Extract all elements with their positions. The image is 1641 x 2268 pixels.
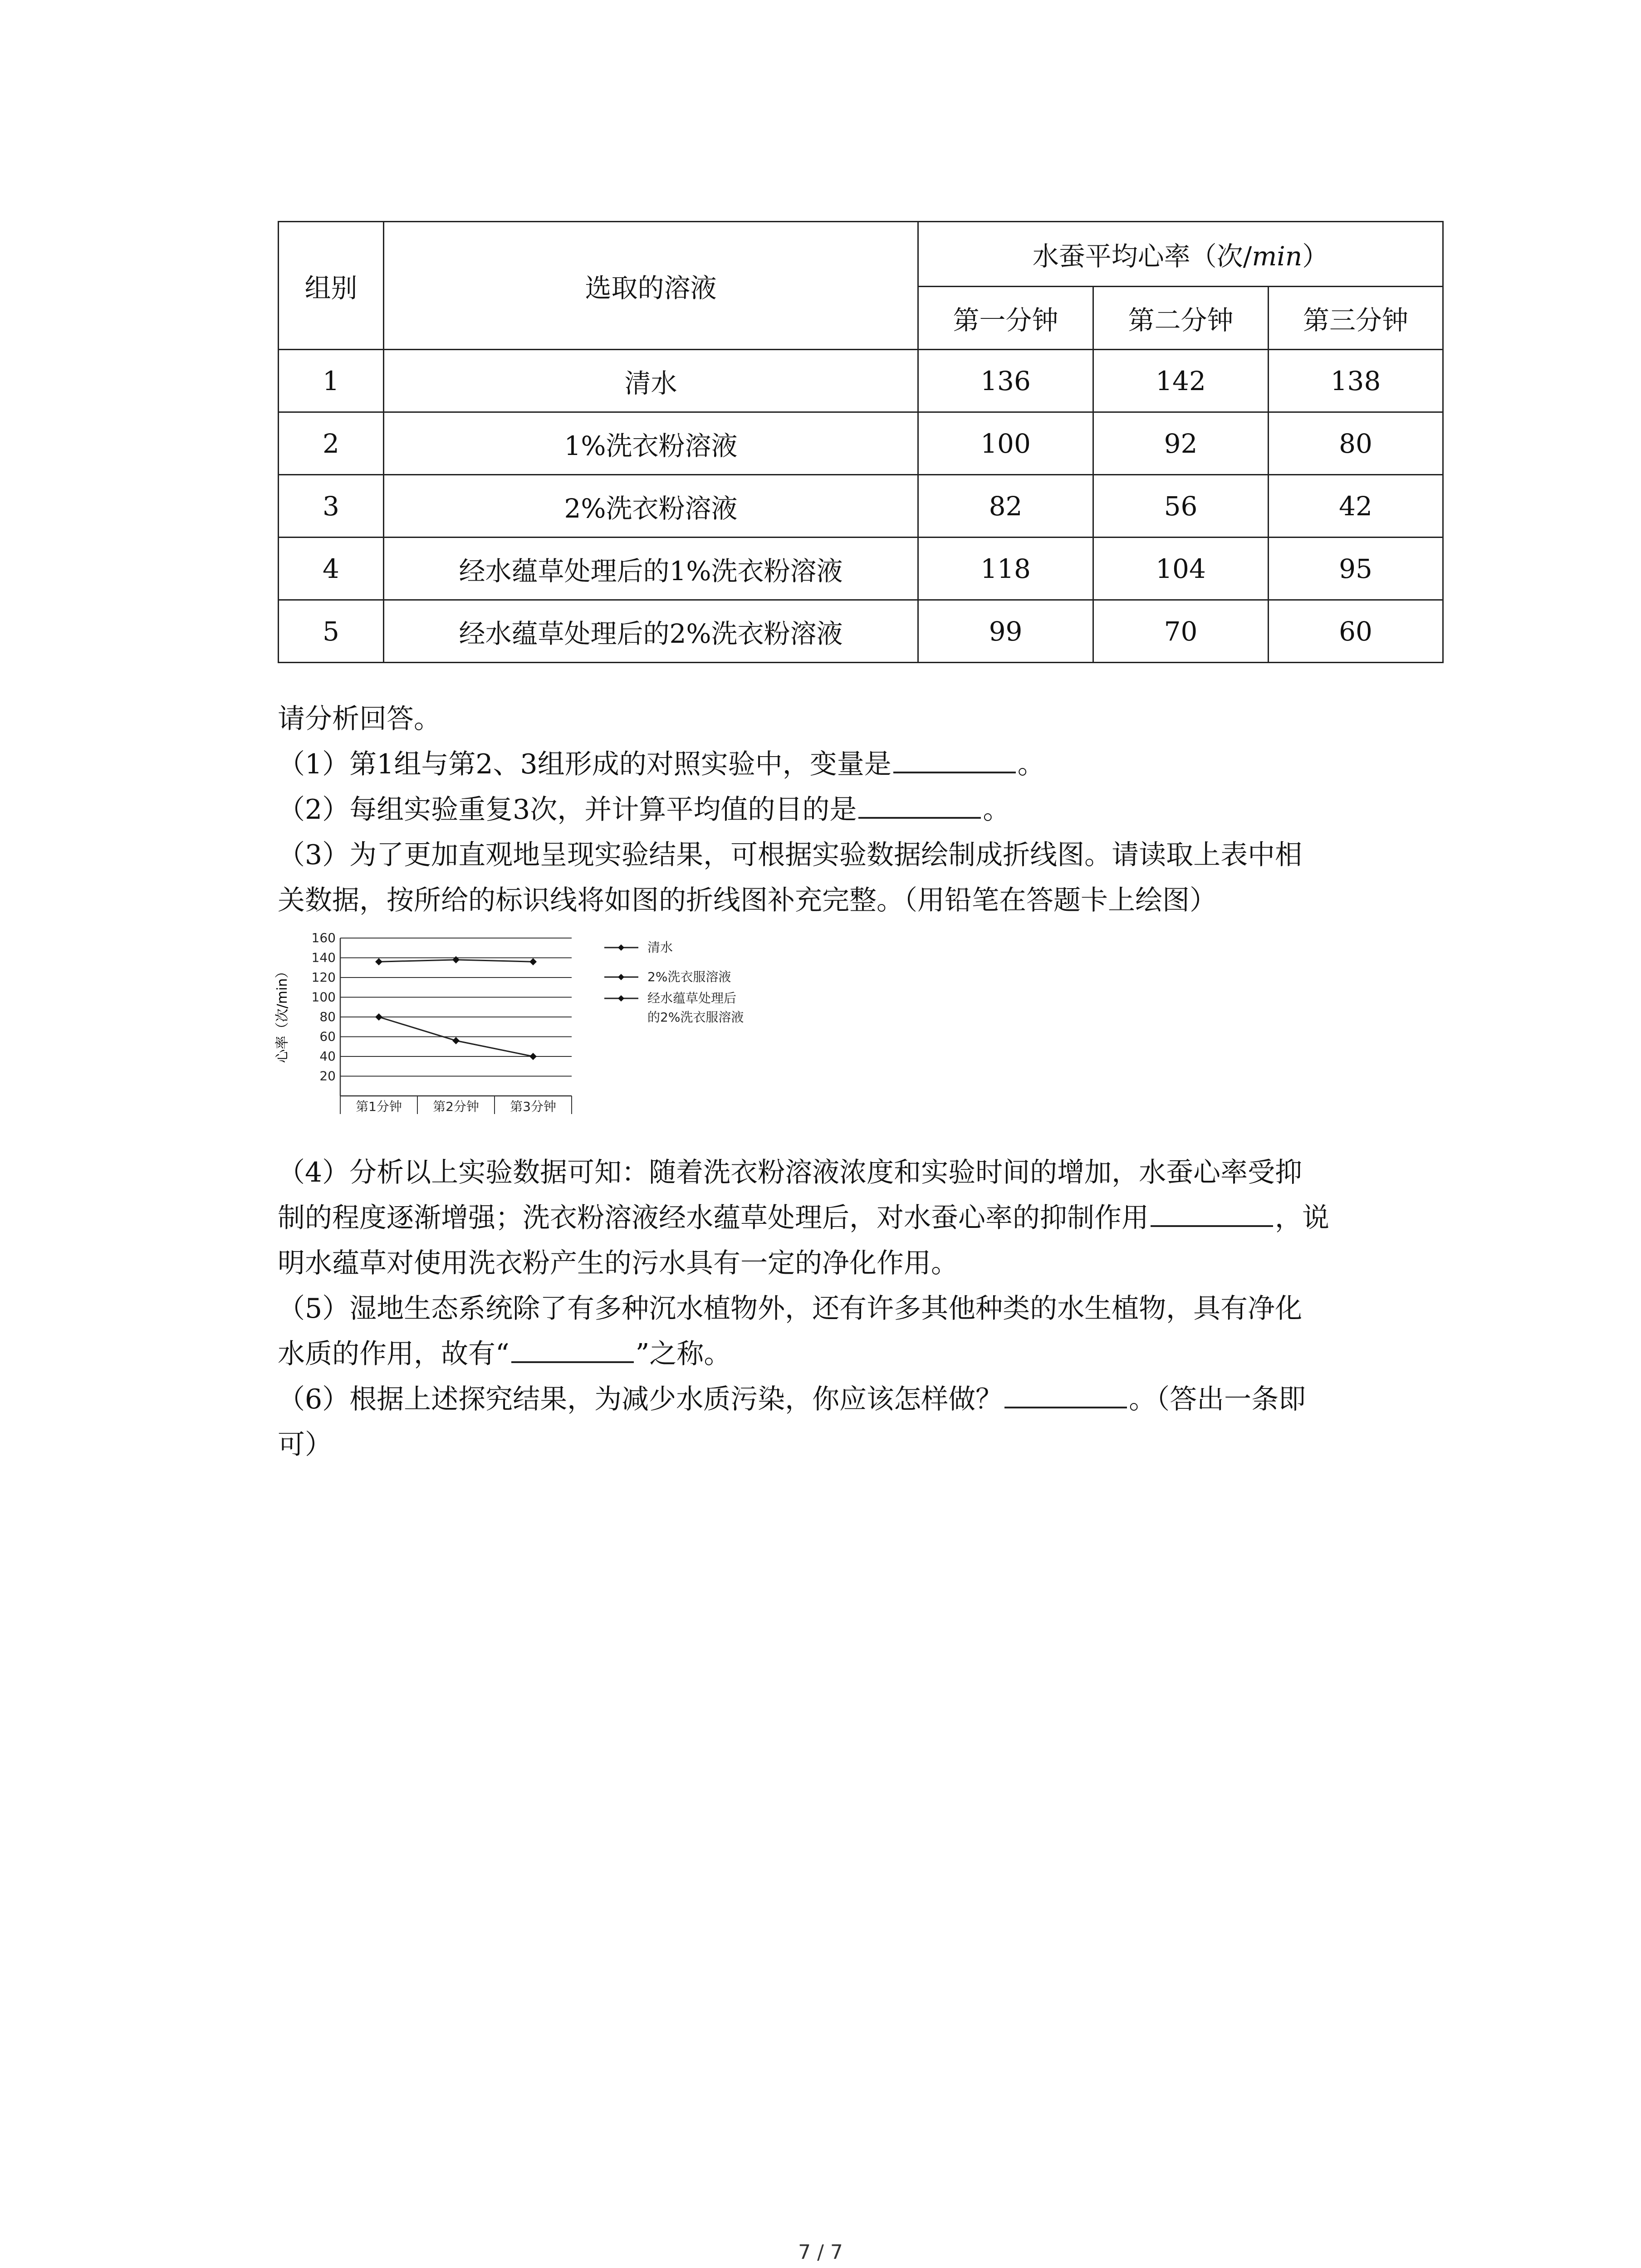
y-tick-label: 160 (311, 930, 336, 945)
x-tick-labels (356, 1099, 556, 1114)
answer-blank[interactable] (1151, 1197, 1273, 1227)
cell-solution: 1%洗衣粉溶液 (384, 412, 918, 475)
question-6-line-2: 可） (278, 1429, 332, 1461)
q5-end: ”之称。 (635, 1338, 731, 1370)
y-tick-label: 140 (311, 950, 336, 965)
legend-entry: 清水 (647, 940, 673, 955)
y-tick-label: 100 (311, 989, 336, 1005)
data-point (375, 958, 382, 965)
cell-value: 99 (918, 600, 1093, 663)
cell-group: 2 (279, 412, 384, 475)
y-tick-labels (312, 930, 336, 1084)
cell-value: 100 (918, 412, 1093, 475)
legend-entry: 2%洗衣服溶液 (647, 969, 731, 984)
header-minute-3: 第三分钟 (1269, 287, 1443, 350)
cell-value: 60 (1269, 600, 1443, 663)
q6-end: 。（答出一条即 (1129, 1383, 1306, 1415)
q2-end: 。 (983, 794, 1010, 826)
chart-legend (604, 940, 744, 1025)
header-rate (918, 222, 1443, 287)
cell-value: 56 (1093, 475, 1269, 538)
chart-grid (340, 938, 572, 1114)
header-solution: 选取的溶液 (384, 222, 918, 350)
header-rate-prefix: 水蚕平均心率（次/ (1032, 241, 1252, 272)
question-4-line-2 (278, 1195, 1439, 1241)
header-group: 组别 (279, 222, 384, 350)
question-3-line-2: 关数据，按所给的标识线将如图的折线图补充完整。（用铅笔在答题卡上绘图） (278, 885, 1217, 916)
cell-solution: 经水蕴草处理后的1%洗衣粉溶液 (384, 538, 918, 600)
table-row (279, 538, 1443, 600)
intro: 请分析回答。 (278, 703, 441, 735)
cell-value: 42 (1269, 475, 1443, 538)
answer-blank[interactable] (1004, 1378, 1127, 1408)
cell-value: 136 (918, 350, 1093, 412)
question-5-line-1: （5）湿地生态系统除了有多种沉水植物外，还有许多其他种类的水生植物，具有净化 (278, 1293, 1303, 1325)
data-table (278, 221, 1444, 663)
answer-blank[interactable] (858, 789, 981, 819)
legend-marker (618, 944, 624, 951)
cell-value: 118 (918, 538, 1093, 600)
cell-value: 70 (1093, 600, 1269, 663)
y-tick-label: 20 (319, 1068, 336, 1084)
legend-marker (618, 974, 624, 980)
question-3-line-1: （3）为了更加直观地呈现实验结果，可根据实验数据绘制成折线图。请读取上表中相 (278, 839, 1303, 871)
header-minute-1: 第一分钟 (918, 287, 1093, 350)
data-point (529, 1053, 537, 1060)
y-tick-label: 80 (319, 1009, 336, 1024)
cell-value: 92 (1093, 412, 1269, 475)
answer-blank[interactable] (511, 1333, 634, 1363)
question-6-line-1 (278, 1377, 1439, 1422)
q4-end: ，说 (1275, 1202, 1329, 1234)
cell-group: 3 (279, 475, 384, 538)
cell-solution: 2%洗衣粉溶液 (384, 475, 918, 538)
q2-text: （2）每组实验重复3次，并计算平均值的目的是 (278, 794, 857, 826)
cell-group: 4 (279, 538, 384, 600)
q5-text: 水质的作用，故有“ (278, 1338, 509, 1370)
y-tick-label: 40 (319, 1049, 336, 1064)
x-tick-label: 第1分钟 (356, 1099, 402, 1114)
cell-value: 138 (1269, 350, 1443, 412)
x-tick-label: 第3分钟 (510, 1099, 556, 1114)
q4-text: 制的程度逐渐增强；洗衣粉溶液经水蕴草处理后，对水蚕心率的抑制作用 (278, 1202, 1149, 1234)
question-5-line-2 (278, 1331, 1439, 1377)
y-tick-label: 120 (311, 970, 336, 985)
table-row (279, 600, 1443, 663)
question-4-line-1: （4）分析以上实验数据可知：随着洗衣粉溶液浓度和实验时间的增加，水蚕心率受抑 (278, 1157, 1303, 1188)
y-tick-label: 60 (319, 1029, 336, 1044)
data-point (452, 956, 460, 963)
legend-entry: 经水蕴草处理后 (647, 991, 737, 1006)
cell-solution: 清水 (384, 350, 918, 412)
cell-value: 80 (1269, 412, 1443, 475)
page-number: 7 / 7 (798, 2241, 843, 2264)
table-row (279, 350, 1443, 412)
chart-series (375, 956, 537, 1060)
q1-text: （1）第1组与第2、3组形成的对照实验中，变量是 (278, 748, 892, 780)
data-point (375, 1013, 382, 1021)
table-row (279, 412, 1443, 475)
q1-end: 。 (1017, 748, 1045, 780)
y-axis-label: 心率（次/min） (274, 964, 290, 1063)
header-minute-2: 第二分钟 (1093, 287, 1269, 350)
header-rate-suffix: ） (1302, 241, 1329, 272)
legend-entry: 的2%洗衣服溶液 (647, 1010, 744, 1025)
cell-group: 1 (279, 350, 384, 412)
cell-group: 5 (279, 600, 384, 663)
cell-solution: 经水蕴草处理后的2%洗衣粉溶液 (384, 600, 918, 663)
data-point (452, 1037, 460, 1044)
table-row (279, 475, 1443, 538)
cell-value: 104 (1093, 538, 1269, 600)
q6-text: （6）根据上述探究结果，为减少水质污染，你应该怎样做？ (278, 1383, 1003, 1415)
question-1 (278, 742, 1439, 787)
question-4-line-3: 明水蕴草对使用洗衣粉产生的污水具有一定的净化作用。 (278, 1247, 958, 1279)
header-rate-unit: min (1252, 241, 1303, 272)
legend-marker (618, 995, 624, 1002)
cell-value: 95 (1269, 538, 1443, 600)
cell-value: 82 (918, 475, 1093, 538)
line-chart (274, 930, 804, 1134)
question-2 (278, 787, 1439, 832)
data-point (529, 958, 537, 965)
answer-blank[interactable] (893, 743, 1016, 773)
cell-value: 142 (1093, 350, 1269, 412)
x-tick-label: 第2分钟 (433, 1099, 479, 1114)
